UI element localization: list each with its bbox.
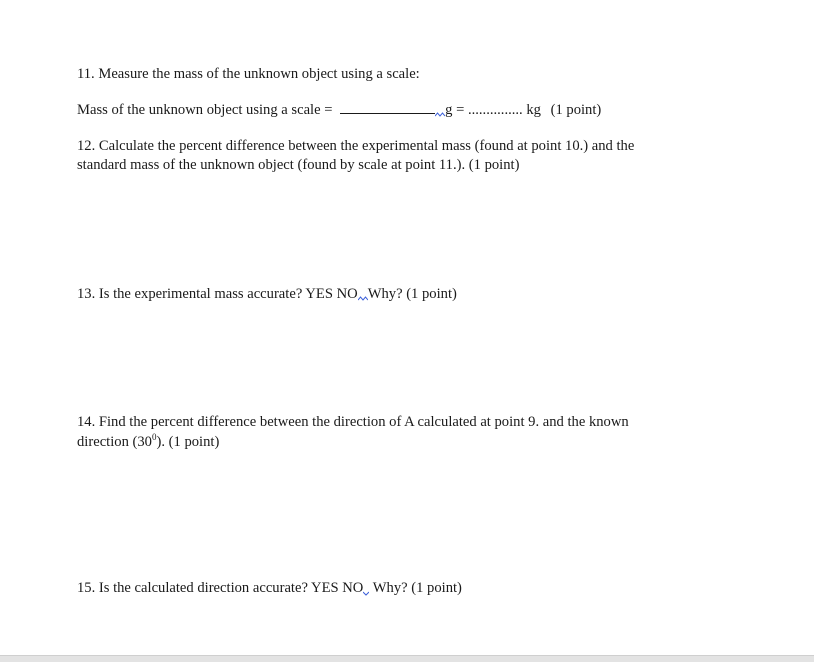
q11-answer-blank[interactable]	[340, 101, 435, 114]
q11-heading	[77, 64, 420, 84]
q11-unit-kg: kg	[526, 102, 541, 118]
q14-text-2-pre: direction (30	[77, 434, 152, 450]
q14-line-1	[77, 412, 629, 432]
degree-superscript: 0	[151, 432, 157, 443]
q11-mass-label: Mass of the unknown object using a scale =	[77, 102, 333, 118]
q13-suffix: Why? (1 point)	[367, 286, 457, 302]
q14-text-2-post: ). (1 point)	[156, 434, 220, 450]
q12-line-1	[77, 136, 634, 156]
q15-suffix: Why? (1 point)	[369, 580, 462, 596]
q12-text-2: standard mass of the unknown object (found by scale at point 11.). (1 point)	[77, 157, 520, 173]
spellcheck-squiggle-icon	[435, 110, 445, 118]
q14-line-2	[77, 432, 219, 452]
q11-equals-dots[interactable]: = ...............	[456, 102, 523, 118]
q11-mass-line	[77, 100, 601, 120]
q11-heading-text: 11. Measure the mass of the unknown object using a scale:	[77, 66, 420, 82]
q14-text-1: 14. Find the percent difference between the direction of A calculated at point 9. and the known	[77, 414, 629, 430]
q12-line-2	[77, 155, 519, 175]
q13-line	[77, 284, 457, 304]
q12-text-1: 12. Calculate the percent difference between the experimental mass (found at point 10.) and the	[77, 138, 635, 154]
q11-points: (1 point)	[550, 102, 602, 118]
q15-prefix: 15. Is the calculated direction accurate? YES NO	[77, 580, 364, 596]
q13-prefix: 13. Is the experimental mass accurate? YES NO	[77, 286, 358, 302]
spellcheck-squiggle-icon	[358, 294, 368, 302]
q15-line	[77, 578, 462, 598]
q11-unit-g: g	[445, 102, 453, 118]
